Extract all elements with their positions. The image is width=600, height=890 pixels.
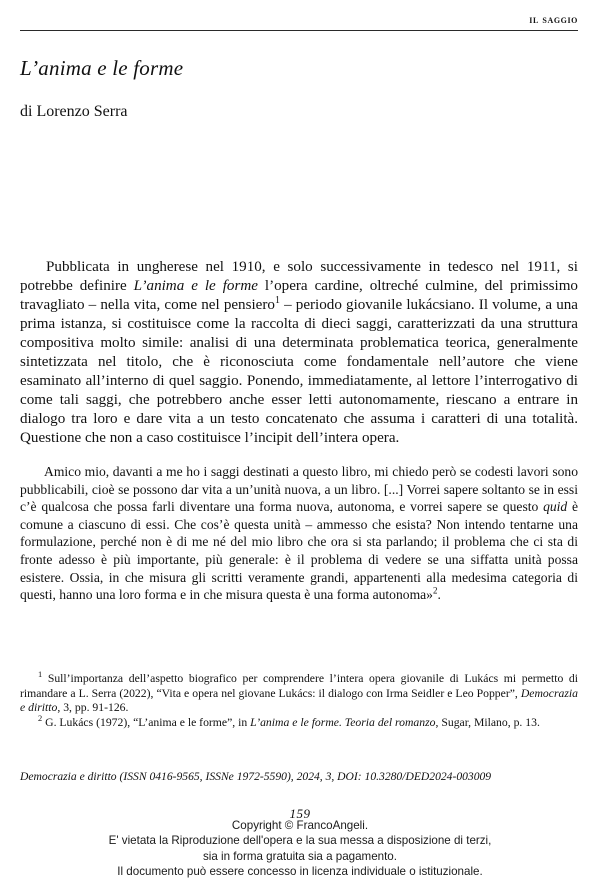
footnote-1-segment-1: Sull’importanza dell’aspetto biografico per comprendere l’intera opera giovanile di Lukács mi permetto di rimandare a L. Serra (2022), “Vita e opera nel giovane Lukács: il dialogo con Irma Seidler e Leo Popper”,	[20, 672, 578, 700]
para2-italic-quid: quid	[543, 499, 568, 515]
footnote-1-italic-journal: Democrazia e diritto	[20, 686, 578, 715]
para1-segment-1: Pubblicata in ungherese nel 1910, e solo successivamente in tedesco nel 1911, si potrebbe definire	[20, 259, 578, 294]
copyright-line-4: Il documento può essere concesso in licenza individuale o istituzionale.	[117, 865, 483, 879]
footnote-ref-2[interactable]: 2	[432, 585, 438, 596]
footnote-2-segment-2: , Sugar, Milano, p. 13.	[435, 715, 540, 729]
footnote-1-segment-2: , 3, pp. 91-126.	[57, 701, 129, 715]
body-paragraph-1	[20, 258, 578, 448]
copyright-line-1: Copyright © FrancoAngeli.	[231, 819, 369, 832]
article-title: L’anima e le forme	[20, 56, 184, 80]
footnote-1	[20, 669, 578, 716]
footnote-2-italic-title: L’anima e le forme. Teoria del romanzo	[250, 715, 436, 729]
footnote-2-marker: 2	[38, 712, 43, 723]
running-head-text: il saggio	[529, 14, 578, 26]
footnote-ref-1[interactable]: 1	[274, 294, 280, 306]
footnotes-area	[20, 669, 578, 730]
copyright-line-2: E' vietata la Riproduzione dell'opera e la sua messa a disposizione di terzi,	[108, 834, 492, 848]
para2-segment-3: .	[437, 587, 441, 603]
article-byline: di Lorenzo Serra	[20, 103, 128, 120]
para2-segment-2: è comune a ciascuno di essi. Che cos’è questa unità – ammesso che esista? Non intendo tentarne una formulazione, perché non è di me né del mio libro che ora si sta parlando; il problema che ci sta di fronte adesso è più importante, più generale: è il problema di vedere se una siffatta unità possa esistere. Ossia, in che misura gli scritti veramente grandi, appartenenti alla medesima categoria di questi, hanno una loro forma e in che misura questa è una forma autonoma»	[20, 499, 578, 603]
para2-segment-1: Amico mio, davanti a me ho i saggi destinati a questo libro, mi chiedo però se codesti lavori sono pubblicabili, cioè se possono dar vita a un’unità nuova, a un libro. [...] Vorrei sapere soltanto se in essi c’è qualcosa che possa farli diventare una forma nuova, autonoma, e vorrei sapere se questo	[20, 464, 578, 515]
para1-segment-2: l’opera cardine, oltreché culmine, del primissimo travagliato – nella vita, come nel pensiero	[20, 278, 578, 313]
footnote-2	[20, 712, 578, 731]
page-number: 159	[289, 806, 311, 821]
para1-italic-title: L’anima e le forme	[133, 278, 258, 294]
running-head-area	[20, 14, 578, 39]
footnote-1-marker: 1	[38, 669, 43, 680]
para1-segment-3: – periodo giovanile lukácsiano. Il volume, a una prima istanza, si costituisce come la raccolta di dieci saggi, caratterizzati da una struttura compositiva molto simile: analisi di una determinata problematica teorica, generalmente sintetizzata nel titolo, che è riconosciuta come fondamentale nell’autore che viene esaminato all’interno di quel saggio. Ponendo, immediatamente, al lettore l’interrogativo di come tali saggi, che potrebbero anche esser letti autonomamente, riescano a entrare in dialogo tra loro e dare vita a un testo concatenato che assuma i caratteri di una totalità. Questione che non a caso costituisce l’incipit dell’intera opera.	[20, 297, 578, 446]
journal-doi-line: Democrazia e diritto (ISSN 0416-9565, ISSNe 1972-5590), 2024, 3, DOI: 10.3280/DED2024-003009	[20, 770, 492, 783]
header-rule	[20, 30, 578, 31]
footnote-2-segment-1: G. Lukács (1972), “L’anima e le forme”, in	[42, 715, 251, 729]
copyright-line-3: sia in forma gratuita sia a pagamento.	[203, 849, 397, 863]
article-body	[20, 258, 578, 604]
copyright-footer	[0, 818, 600, 880]
body-quotation-paragraph	[20, 463, 578, 604]
